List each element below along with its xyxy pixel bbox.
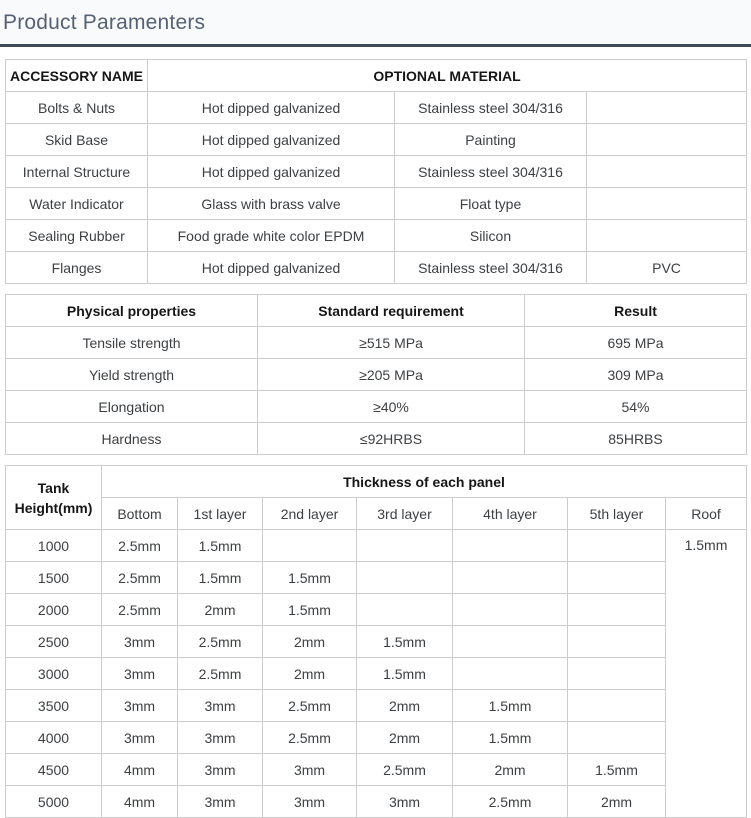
result-cell: 695 MPa [525,327,747,359]
material-option-cell [587,156,747,188]
tank-height-cell: 5000 [6,786,102,818]
table-row [6,92,747,124]
accessory-name-cell: Sealing Rubber [6,220,148,252]
result-header: Result [525,295,747,327]
tank-height-cell: 3000 [6,658,102,690]
thickness-cell: 3mm [102,722,178,754]
page-header [0,0,751,47]
property-cell: Hardness [6,423,258,455]
material-option-cell [587,124,747,156]
accessory-name-cell: Bolts & Nuts [6,92,148,124]
property-cell: Tensile strength [6,327,258,359]
thickness-cell [357,594,453,626]
thickness-cell: 1.5mm [357,626,453,658]
accessory-name-cell: Water Indicator [6,188,148,220]
thickness-cell [453,594,568,626]
table-row [6,359,747,391]
thickness-cell: 2mm [178,594,263,626]
thickness-cell: 2.5mm [263,690,357,722]
thickness-cell: 2.5mm [178,658,263,690]
optional-material-header: OPTIONAL MATERIAL [148,60,747,92]
tank-height-header-line1: Tank [37,479,70,496]
material-option-cell: Hot dipped galvanized [148,92,395,124]
thickness-cell: 1.5mm [357,658,453,690]
result-cell: 85HRBS [525,423,747,455]
material-option-cell: Float type [395,188,587,220]
table-header-row [6,60,747,92]
layer4-column-header: 4th layer [453,498,568,530]
thickness-cell [453,658,568,690]
thickness-cell [263,530,357,562]
thickness-cell: 2.5mm [357,754,453,786]
thickness-cell: 2mm [263,658,357,690]
table-header-row [6,295,747,327]
tank-height-cell: 2500 [6,626,102,658]
result-cell: 54% [525,391,747,423]
thickness-cell: 3mm [178,786,263,818]
thickness-cell: 2.5mm [102,594,178,626]
material-option-cell: Hot dipped galvanized [148,156,395,188]
property-cell: Yield strength [6,359,258,391]
thickness-cell: 3mm [178,754,263,786]
thickness-cell: 2mm [357,722,453,754]
standard-requirement-header: Standard requirement [258,295,525,327]
table-row [6,188,747,220]
result-cell: 309 MPa [525,359,747,391]
material-option-cell: Stainless steel 304/316 [395,92,587,124]
material-option-cell [587,220,747,252]
thickness-cell [357,530,453,562]
thickness-cell: 3mm [102,658,178,690]
table-row [6,124,747,156]
table-row [6,156,747,188]
thickness-cell [568,562,666,594]
roof-column-header: Roof [666,498,747,530]
layer3-column-header: 3rd layer [357,498,453,530]
table-row [6,423,747,455]
thickness-cell [568,530,666,562]
accessory-name-cell: Flanges [6,252,148,284]
table-row [6,658,747,690]
thickness-cell: 2mm [453,754,568,786]
thickness-cell: 1.5mm [178,562,263,594]
thickness-cell: 4mm [102,786,178,818]
table-row [6,754,747,786]
thickness-cell: 1.5mm [453,690,568,722]
thickness-cell [568,626,666,658]
thickness-cell: 2.5mm [102,562,178,594]
thickness-cell [453,626,568,658]
layer2-column-header: 2nd layer [263,498,357,530]
thickness-cell: 1.5mm [568,754,666,786]
thickness-cell: 2.5mm [102,530,178,562]
material-option-cell: Glass with brass valve [148,188,395,220]
requirement-cell: ≥205 MPa [258,359,525,391]
requirement-cell: ≤92HRBS [258,423,525,455]
page-title: Product Paramenters [3,11,206,34]
table-row [6,626,747,658]
thickness-cell: 3mm [178,690,263,722]
table-row [6,786,747,818]
table-row [6,391,747,423]
tank-height-header [6,466,102,530]
material-option-cell: Silicon [395,220,587,252]
thickness-cell: 3mm [178,722,263,754]
bottom-column-header: Bottom [102,498,178,530]
thickness-cell: 1.5mm [263,594,357,626]
tank-height-cell: 4500 [6,754,102,786]
table-row [6,562,747,594]
table-row [6,722,747,754]
physical-properties-header: Physical properties [6,295,258,327]
table-header-row [6,498,747,530]
thickness-cell [568,722,666,754]
thickness-cell [357,562,453,594]
roof-thickness-cell: 1.5mm [666,530,747,818]
thickness-cell [568,658,666,690]
property-cell: Elongation [6,391,258,423]
table-row [6,220,747,252]
tank-height-cell: 3500 [6,690,102,722]
thickness-span-header: Thickness of each panel [102,466,747,498]
thickness-cell: 2mm [263,626,357,658]
thickness-cell: 3mm [263,786,357,818]
thickness-cell: 4mm [102,754,178,786]
thickness-cell [568,690,666,722]
table-row [6,530,747,562]
material-option-cell: Hot dipped galvanized [148,252,395,284]
thickness-cell: 1.5mm [453,722,568,754]
table-row [6,252,747,284]
material-option-cell: Hot dipped galvanized [148,124,395,156]
material-option-cell: Food grade white color EPDM [148,220,395,252]
requirement-cell: ≥515 MPa [258,327,525,359]
thickness-cell: 3mm [102,690,178,722]
material-option-cell [587,188,747,220]
thickness-cell: 2.5mm [263,722,357,754]
tank-height-cell: 2000 [6,594,102,626]
physical-properties-table [5,294,747,455]
table-header-row [6,466,747,498]
accessory-name-cell: Skid Base [6,124,148,156]
panel-thickness-table [5,465,747,818]
table-row [6,594,747,626]
thickness-cell [453,530,568,562]
requirement-cell: ≥40% [258,391,525,423]
thickness-cell: 2mm [568,786,666,818]
thickness-cell: 2.5mm [178,626,263,658]
accessory-name-cell: Internal Structure [6,156,148,188]
table-row [6,690,747,722]
thickness-cell: 2mm [357,690,453,722]
material-option-cell: Stainless steel 304/316 [395,156,587,188]
accessory-material-table [5,59,747,284]
table-row [6,327,747,359]
material-option-cell [587,92,747,124]
thickness-cell: 1.5mm [263,562,357,594]
tank-height-cell: 1000 [6,530,102,562]
accessory-name-header: ACCESSORY NAME [6,60,148,92]
material-option-cell: Painting [395,124,587,156]
tank-height-cell: 1500 [6,562,102,594]
tank-height-header-line2: Height(mm) [14,499,93,516]
layer5-column-header: 5th layer [568,498,666,530]
thickness-cell: 2.5mm [453,786,568,818]
material-option-cell: PVC [587,252,747,284]
material-option-cell: Stainless steel 304/316 [395,252,587,284]
tank-height-cell: 4000 [6,722,102,754]
thickness-cell [453,562,568,594]
thickness-cell: 3mm [263,754,357,786]
thickness-cell [568,594,666,626]
layer1-column-header: 1st layer [178,498,263,530]
thickness-cell: 3mm [357,786,453,818]
thickness-cell: 3mm [102,626,178,658]
thickness-cell: 1.5mm [178,530,263,562]
